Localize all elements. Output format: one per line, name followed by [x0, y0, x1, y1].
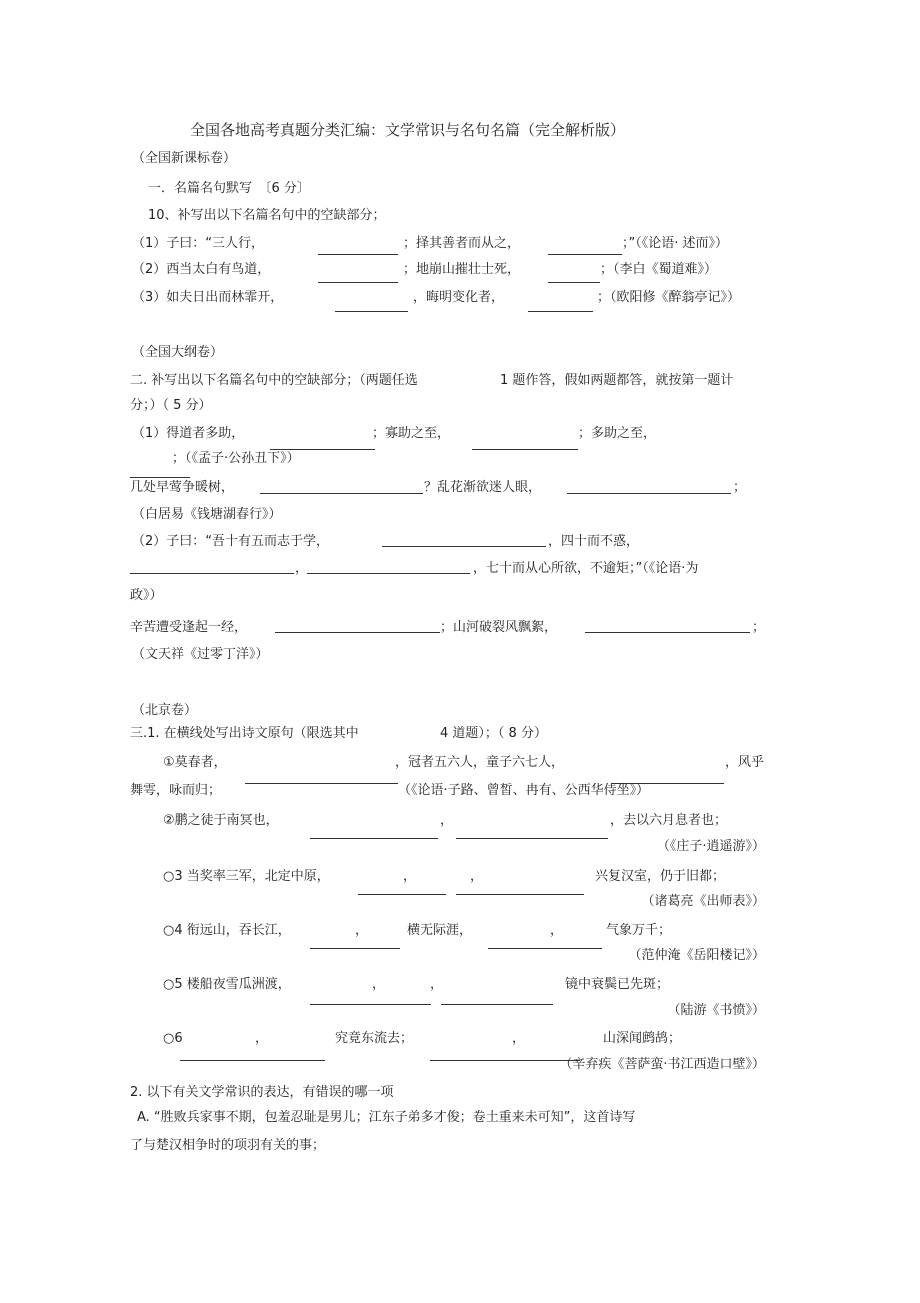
line-text: ，	[255, 1031, 269, 1046]
line-text: ○6	[163, 1031, 183, 1046]
line-text: ；择其善者而从之，	[403, 236, 521, 251]
line-text: ，	[403, 869, 417, 884]
line-text: ①莫春者，	[163, 755, 227, 770]
line-text: ；	[752, 620, 766, 635]
section-heading: 三.1. 在横线处写出诗文原句（限选其中	[130, 726, 359, 741]
line-text: ○4 衔远山，吞长江，	[163, 923, 291, 938]
line-text: ；多助之至，	[578, 426, 657, 441]
line-text: ；	[733, 480, 747, 495]
line-text: 辛苦遭受逢起一经，	[130, 620, 248, 635]
line-text: ，	[440, 813, 454, 828]
answer-blank[interactable]	[456, 894, 584, 895]
section-heading: 一．名篇名句默写 〔6 分〕	[148, 181, 310, 196]
answer-blank[interactable]	[567, 493, 731, 494]
source-ref: （文天祥《过零丁洋》）	[132, 647, 269, 662]
source-ref: （《庄子·逍遥游》）	[656, 839, 765, 854]
line-text: ，冠者五六人，童子六七人，	[395, 755, 565, 770]
line-text: ，	[430, 977, 444, 992]
answer-blank[interactable]	[488, 948, 602, 949]
section-heading: 1 题作答，假如两题都答，就按第一题计	[500, 373, 734, 388]
line-text: 横无际涯，	[407, 923, 473, 938]
answer-blank[interactable]	[472, 449, 578, 450]
line-text: ；”（《论语· 述而》）	[622, 236, 728, 251]
source-ref: （范仲淹《岳阳楼记》）	[628, 948, 765, 963]
line-text: （1）子曰：“三人行，	[132, 236, 265, 251]
answer-blank[interactable]	[585, 632, 750, 633]
line-text: ，晦明变化者，	[413, 290, 505, 305]
line-text: ，	[295, 561, 309, 576]
line-text: ，去以六月息者也；	[610, 813, 728, 828]
line-text: 气象万千；	[606, 923, 672, 938]
answer-blank[interactable]	[318, 254, 398, 255]
question-text: 10、补写出以下名篇名句中的空缺部分；	[148, 208, 386, 223]
answer-blank[interactable]	[430, 1060, 580, 1061]
line-text: ？乱花渐欲迷人眼，	[424, 480, 542, 495]
source-ref: （陆游《书愤》）	[667, 1003, 765, 1018]
answer-blank[interactable]	[307, 573, 470, 574]
answer-blank[interactable]	[548, 282, 600, 283]
line-text: ，	[372, 977, 386, 992]
source-ref: （《论语·子路、曾皙、冉有、公西华侍坐》）	[398, 783, 650, 798]
line-text: 政》）	[130, 588, 163, 603]
line-text: ，	[550, 923, 564, 938]
line-text: ，	[355, 923, 369, 938]
answer-blank[interactable]	[270, 449, 375, 450]
line-text: ②鹏之徒于南冥也，	[163, 813, 279, 828]
line-text: ○5 楼船夜雪瓜洲渡，	[163, 977, 291, 992]
document-title: 全国各地高考真题分类汇编：文学常识与名句名篇（完全解析版）	[190, 121, 626, 139]
answer-blank[interactable]	[130, 573, 294, 574]
question-text: 2. 以下有关文学常识的表达，有错误的哪一项	[130, 1085, 394, 1100]
answer-blank[interactable]	[548, 254, 622, 255]
section-heading: 分；）（ 5 分）	[130, 398, 212, 413]
answer-blank[interactable]	[245, 783, 398, 784]
answer-blank[interactable]	[130, 477, 190, 478]
line-text: ，七十而从心所欲，不逾矩；”（《论语·为	[473, 561, 699, 576]
answer-blank[interactable]	[310, 948, 400, 949]
answer-blank[interactable]	[318, 282, 398, 283]
line-text: 舞雩，咏而归；	[130, 783, 222, 798]
answer-blank[interactable]	[358, 894, 446, 895]
answer-blank[interactable]	[260, 493, 423, 494]
answer-blank[interactable]	[335, 311, 408, 312]
line-text: 几处早莺争暖树，	[130, 480, 235, 495]
answer-blank[interactable]	[528, 311, 593, 312]
answer-blank[interactable]	[180, 1060, 325, 1061]
line-text: ，	[512, 1031, 526, 1046]
line-text: （2）子曰：“吾十有五而志于学，	[132, 534, 330, 549]
section-heading: 二. 补写出以下名篇名句中的空缺部分；（两题任选	[130, 373, 418, 388]
line-text: 山深闻鹧鸪；	[603, 1031, 682, 1046]
line-text: 究竟东流去；	[335, 1031, 414, 1046]
line-text: ；（《孟子·公孙丑下》）	[172, 451, 300, 466]
paper-label: （北京卷）	[132, 703, 198, 718]
line-text: 镜中衰鬓已先斑；	[565, 977, 670, 992]
line-text: ；寡助之至，	[372, 426, 451, 441]
paper-label: （全国大纲卷）	[132, 345, 224, 360]
line-text: ，风乎	[725, 755, 765, 770]
line-text: ；（欧阳修《醉翁亭记》）	[597, 290, 741, 305]
line-text: ；地崩山摧壮士死，	[403, 262, 521, 277]
line-text: （2）西当太白有鸟道，	[132, 262, 271, 277]
line-text: （3）如夫日出而林霏开，	[132, 290, 284, 305]
paper-label: （全国新课标卷）	[132, 151, 237, 166]
source-ref: （辛弃疾《菩萨蛮·书江西造口壁》）	[559, 1057, 765, 1072]
section-heading: 4 道题）；（ 8 分）	[440, 726, 547, 741]
source-ref: （诸葛亮《出师表》）	[641, 894, 765, 909]
line-text: ，	[470, 869, 484, 884]
line-text: （1）得道者多助，	[132, 426, 245, 441]
answer-blank[interactable]	[275, 632, 440, 633]
answer-blank[interactable]	[310, 1004, 431, 1005]
answer-blank[interactable]	[310, 838, 438, 839]
line-text: ，四十而不惑，	[548, 534, 640, 549]
line-text: ；山河破裂风飘絮，	[440, 620, 558, 635]
answer-blank[interactable]	[456, 838, 608, 839]
option-a: A. “胜败兵家事不期，包羞忍耻是男儿；江东子弟多才俊；卷土重来未可知”，这首诗写	[137, 1110, 636, 1125]
answer-blank[interactable]	[441, 1004, 553, 1005]
line-text: ；（李白《蜀道难》）	[600, 262, 718, 277]
line-text: ○3 当奖率三军，北定中原，	[163, 869, 330, 884]
source-ref: （白居易《钱塘湖春行》）	[132, 507, 282, 522]
line-text: 兴复汉室，仍于旧都；	[595, 869, 726, 884]
answer-blank[interactable]	[382, 546, 546, 547]
option-a-continued: 了与楚汉相争时的项羽有关的事；	[130, 1138, 326, 1153]
